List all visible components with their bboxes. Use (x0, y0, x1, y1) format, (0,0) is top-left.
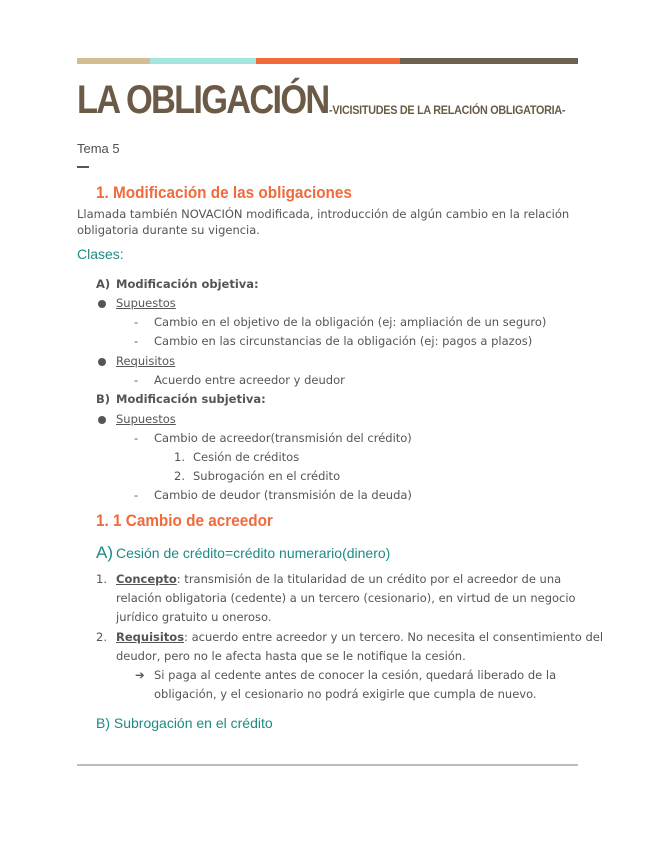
tema-divider (77, 166, 89, 168)
supuestos-label: Supuestos (116, 296, 176, 310)
bullet-icon (98, 416, 106, 424)
list-item: Cambio de acreedor(transmisión del crédito) (154, 431, 412, 445)
requisitos-line (116, 630, 603, 644)
concepto-line: jurídico gratuito u oneroso. (116, 610, 272, 624)
arrow-item-line: Si paga al cedente antes de conocer la cesión, quedará liberado de la (154, 668, 557, 682)
document-subtitle: -VICISITUDES DE LA RELACIÓN OBLIGATORIA- (329, 103, 566, 117)
tema-label: Tema 5 (77, 141, 120, 156)
number-marker: 1. (96, 572, 107, 586)
decorative-color-bar (77, 58, 578, 64)
color-bar-segment-brown (400, 58, 578, 64)
dash-marker: - (134, 334, 139, 348)
list-item: Acuerdo entre acreedor y deudor (154, 373, 345, 387)
list-item: Cambio en las circunstancias de la obligación (ej: pagos a plazos) (154, 334, 533, 348)
subsection-title-cesion: Cesión de crédito=crédito numerario(dinero) (116, 545, 391, 561)
requisitos-text: : acuerdo entre acreedor y un tercero. No necesita el consentimiento del (184, 630, 604, 644)
arrow-item-line: obligación, y el cesionario no podrá exigirle que cumpla de nuevo. (154, 687, 537, 701)
list-item: Subrogación en el crédito (193, 469, 341, 483)
requisitos-line: deudor, pero no le afecta hasta que se le notifique la cesión. (116, 649, 466, 663)
modificacion-subjetiva-label: Modificación subjetiva: (116, 392, 266, 406)
arrow-icon: ➔ (135, 668, 145, 682)
list-marker-a: A) (96, 277, 111, 291)
number-marker: 1. (174, 450, 185, 464)
subsection-letter-a: A) (96, 543, 113, 562)
concepto-label: Concepto (116, 572, 177, 586)
bullet-icon (98, 300, 106, 308)
number-marker: 2. (96, 630, 107, 644)
subsection-title-subrogacion: B) Subrogación en el crédito (96, 715, 273, 731)
intro-paragraph-line: obligatoria durante su vigencia. (77, 223, 260, 237)
dash-marker: - (134, 315, 139, 329)
list-marker-b: B) (96, 392, 111, 406)
section-heading-modificacion: 1. Modificación de las obligaciones (96, 183, 352, 202)
concepto-text: : transmisión de la titularidad de un crédito por el acreedor de una (176, 572, 562, 586)
intro-paragraph-line: Llamada también NOVACIÓN modificada, introducción de algún cambio en la relación (77, 207, 570, 221)
document-title: LA OBLIGACIÓN (77, 78, 329, 122)
page-bottom-divider (77, 764, 578, 766)
list-item: Cambio en el objetivo de la obligación (ej: ampliación de un seguro) (154, 315, 547, 329)
list-item: Cambio de deudor (transmisión de la deuda) (154, 488, 412, 502)
document-title-line (77, 78, 587, 123)
clases-label: Clases: (77, 246, 124, 262)
dash-marker: - (134, 373, 139, 387)
requisitos-label: Requisitos (116, 354, 176, 368)
number-marker: 2. (174, 469, 185, 483)
dash-marker: - (134, 431, 139, 445)
color-bar-segment-mint (150, 58, 256, 64)
color-bar-segment-orange (256, 58, 400, 64)
concepto-line: relación obligatoria (cedente) a un tercero (cesionario), en virtud de un negocio (116, 591, 576, 605)
supuestos-label: Supuestos (116, 412, 176, 426)
modificacion-objetiva-label: Modificación objetiva: (116, 277, 259, 291)
concepto-line (116, 572, 561, 586)
dash-marker: - (134, 488, 139, 502)
section-heading-cambio-acreedor: 1. 1 Cambio de acreedor (96, 511, 273, 530)
bullet-icon (98, 358, 106, 366)
color-bar-segment-tan (77, 58, 150, 64)
list-item: Cesión de créditos (193, 450, 300, 464)
requisitos-bold-label: Requisitos (116, 630, 185, 644)
